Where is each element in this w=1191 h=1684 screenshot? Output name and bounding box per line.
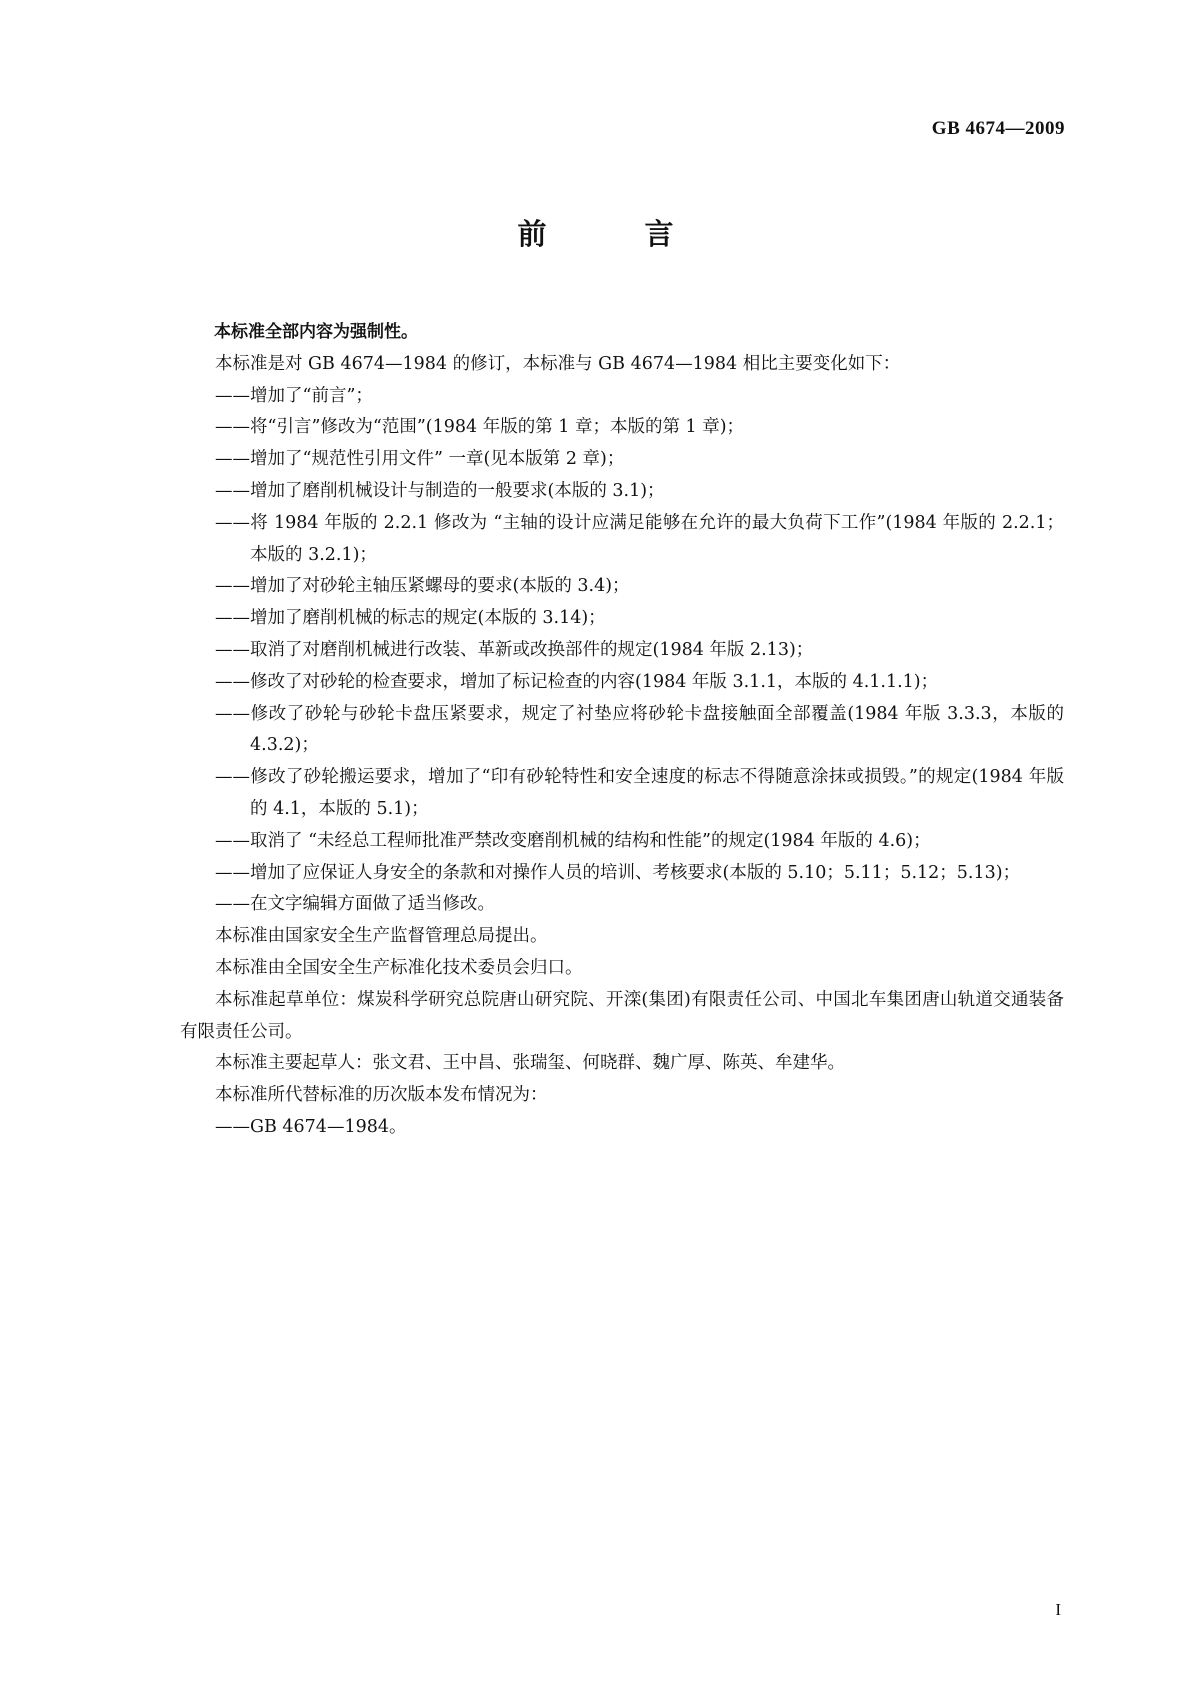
history-intro: 本标准所代替标准的历次版本发布情况为：: [215, 1085, 548, 1106]
change-item: ——取消了 “未经总工程师批准严禁改变磨削机械的结构和性能”的规定(1984 年版的 4.6)；: [215, 830, 931, 851]
change-item: ——修改了砂轮搬运要求，增加了“印有砂轮特性和安全速度的标志不得随意涂抹或损毁。”的规定(1984 年版的 4.1，本版的 5.1)；: [215, 767, 1064, 819]
drafters: 本标准主要起草人：张文君、王中昌、张瑞玺、何晓群、魏广厚、陈英、牟建华。: [215, 1053, 845, 1074]
change-item: ——增加了磨削机械设计与制造的一般要求(本版的 3.1)；: [215, 480, 665, 501]
change-item: ——在文字编辑方面做了适当修改。: [215, 894, 495, 915]
change-item: ——增加了磨削机械的标志的规定(本版的 3.14)；: [215, 608, 606, 629]
drafting-units: 本标准起草单位：煤炭科学研究总院唐山研究院、开滦(集团)有限责任公司、中国北车集团唐山轨道交通装备有限责任公司。: [180, 989, 1064, 1042]
proposed-by: 本标准由国家安全生产监督管理总局提出。: [215, 926, 548, 947]
change-item: ——将 1984 年版的 2.2.1 修改为 “主轴的设计应满足能够在允许的最大负荷下工作”(1984 年版的 2.2.1；本版的 3.2.1)；: [215, 512, 1064, 565]
change-item: ——增加了应保证人身安全的条款和对操作人员的培训、考核要求(本版的 5.10；5.11；5.12；5.13)；: [215, 862, 1021, 883]
page-title: 前 言: [517, 217, 718, 251]
centralized-by: 本标准由全国安全生产标准化技术委员会归口。: [215, 957, 583, 978]
change-item: ——增加了对砂轮主轴压紧螺母的要求(本版的 3.4)；: [215, 576, 630, 597]
mandatory-statement: 本标准全部内容为强制性。: [214, 322, 418, 342]
change-item: ——修改了对砂轮的检查要求，增加了标记检查的内容(1984 年版 3.1.1，本版的 4.1.1.1)；: [215, 671, 939, 692]
history-item: ——GB 4674—1984。: [215, 1116, 407, 1137]
standard-code: GB 4674—2009: [931, 118, 1065, 139]
change-item: ——将“引言”修改为“范围”(1984 年版的第 1 章；本版的第 1 章)；: [215, 417, 745, 438]
change-item: ——修改了砂轮与砂轮卡盘压紧要求，规定了衬垫应将砂轮卡盘接触面全部覆盖(1984 年版 3.3.3，本版的 4.3.2)；: [215, 703, 1064, 756]
page-number: I: [1055, 1600, 1061, 1619]
change-item: ——取消了对磨削机械进行改装、革新或改换部件的规定(1984 年版 2.13)；: [215, 639, 814, 660]
change-item: ——增加了“前言”；: [215, 385, 373, 406]
revision-statement: 本标准是对 GB 4674—1984 的修订，本标准与 GB 4674—1984 相比主要变化如下：: [215, 353, 901, 374]
change-item: ——增加了“规范性引用文件” 一章(见本版第 2 章)；: [215, 449, 625, 470]
foreword-body: [180, 317, 1064, 1144]
